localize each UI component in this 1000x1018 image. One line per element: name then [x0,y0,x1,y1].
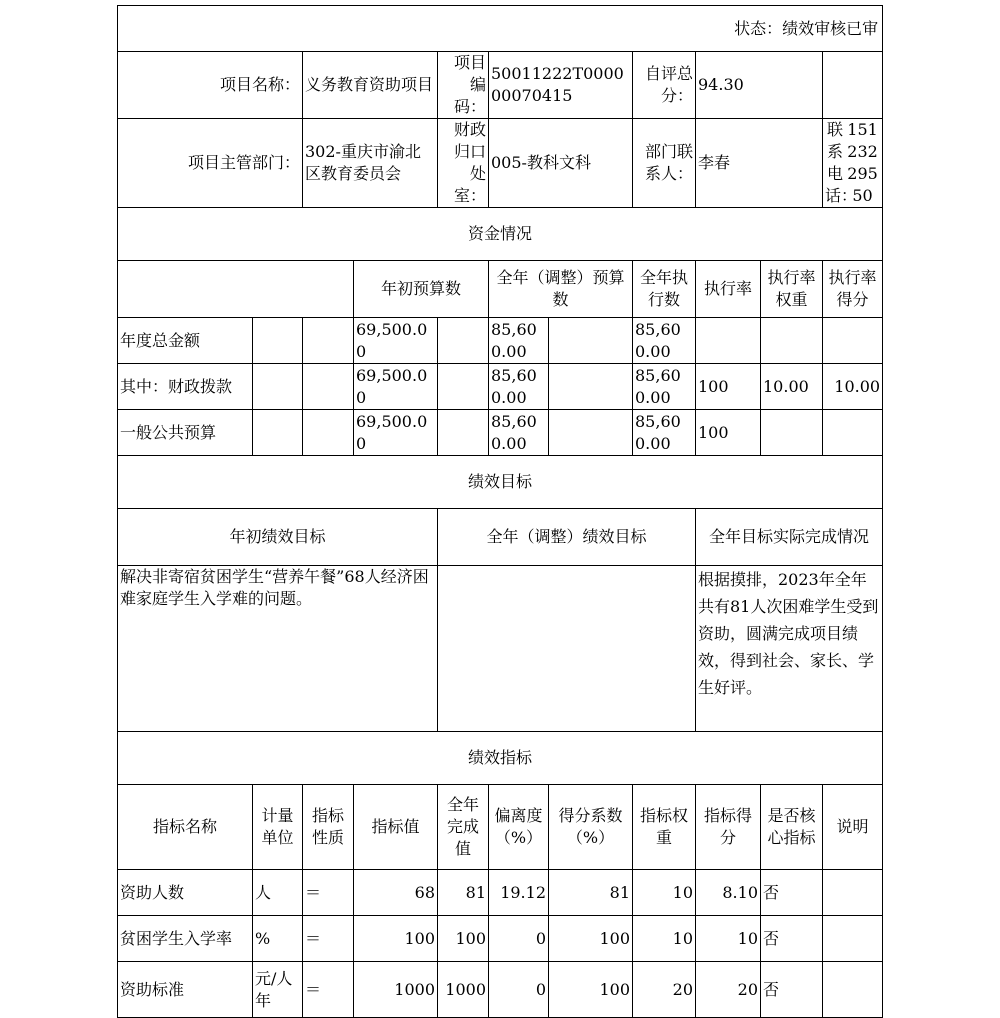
funds-header-blank [118,261,354,318]
empty-cell [549,364,633,410]
funds-section-title: 资金情况 [118,208,883,261]
office-value: 005-教科文科 [489,119,633,208]
funds-row-initial: 69,500.00 [354,364,438,410]
ind-score: 20 [696,962,761,1018]
indicators-section-title: 绩效指标 [118,732,883,785]
funds-row-weight [761,318,823,364]
contact-value: 李春 [696,119,823,208]
ind-name: 资助人数 [118,870,253,916]
empty-cell [253,410,303,456]
ind-unit: 元/人年 [253,962,303,1018]
funds-row [118,318,883,364]
goals-section-title: 绩效目标 [118,456,883,509]
status-text: 状态：绩效审核已审 [118,6,883,52]
indicator-row [118,870,883,916]
funds-row-rate: 100 [696,410,761,456]
ind-note [823,916,883,962]
empty-cell [549,410,633,456]
funds-header-adjusted: 全年（调整）预算数 [489,261,633,318]
empty-cell [303,410,354,456]
ind-completed: 81 [438,870,489,916]
ind-completed: 1000 [438,962,489,1018]
funds-header-weight: 执行率权重 [761,261,823,318]
funds-row-initial: 69,500.00 [354,318,438,364]
ind-name: 资助标准 [118,962,253,1018]
ind-weight: 10 [633,916,696,962]
ind-value: 68 [354,870,438,916]
ind-coefficient: 100 [549,916,633,962]
goals-initial-text: 解决非寄宿贫困学生“营养午餐”68人经济困难家庭学生入学难的问题。 [118,566,438,732]
empty-cell [303,364,354,410]
empty-cell [823,52,883,119]
funds-row-rate [696,318,761,364]
funds-row-label: 一般公共预算 [118,410,253,456]
phone-label: 联系电话： [825,120,858,205]
phone-cell [823,119,883,208]
ind-note [823,962,883,1018]
ind-core: 否 [761,870,823,916]
funds-row-score [823,318,883,364]
project-name-label: 项目名称： [118,52,303,119]
funds-header-executed: 全年执行数 [633,261,696,318]
ind-deviation: 19.12 [489,870,549,916]
funds-header-score: 执行率得分 [823,261,883,318]
phone-value: 15123229550 [847,120,878,205]
funds-row-adjusted: 85,600.00 [489,318,549,364]
ind-header-completed: 全年完成值 [438,785,489,870]
self-score-value: 94.30 [696,52,823,119]
empty-cell [438,364,489,410]
ind-completed: 100 [438,916,489,962]
self-score-label: 自评总分： [633,52,696,119]
funds-row-adjusted: 85,600.00 [489,410,549,456]
funds-row-rate: 100 [696,364,761,410]
goals-header-initial: 年初绩效目标 [118,509,438,566]
funds-row [118,410,883,456]
funds-row [118,364,883,410]
ind-name: 贫困学生入学率 [118,916,253,962]
funds-row-score [823,410,883,456]
ind-core: 否 [761,916,823,962]
funds-row-initial: 69,500.00 [354,410,438,456]
empty-cell [303,318,354,364]
funds-row-label: 其中：财政拨款 [118,364,253,410]
empty-cell [549,318,633,364]
contact-label: 部门联系人： [633,119,696,208]
project-name-value: 义务教育资助项目 [303,52,438,119]
funds-row-score: 10.00 [823,364,883,410]
ind-deviation: 0 [489,962,549,1018]
ind-value: 100 [354,916,438,962]
funds-row-executed: 85,600.00 [633,364,696,410]
goals-adjusted-text [438,566,696,732]
ind-note [823,870,883,916]
ind-unit: % [253,916,303,962]
indicator-row [118,962,883,1018]
ind-coefficient: 81 [549,870,633,916]
ind-coefficient: 100 [549,962,633,1018]
funds-row-adjusted: 85,600.00 [489,364,549,410]
ind-header-note: 说明 [823,785,883,870]
ind-deviation: 0 [489,916,549,962]
funds-header-initial: 年初预算数 [354,261,489,318]
indicator-row [118,916,883,962]
funds-row-weight: 10.00 [761,364,823,410]
ind-header-name: 指标名称 [118,785,253,870]
empty-cell [438,410,489,456]
goals-header-adjusted: 全年（调整）绩效目标 [438,509,696,566]
ind-header-nature: 指标性质 [303,785,354,870]
empty-cell [438,318,489,364]
ind-score: 8.10 [696,870,761,916]
empty-cell [253,364,303,410]
goals-actual-text: 根据摸排，2023年全年共有81人次困难学生受到资助，圆满完成项目绩效，得到社会、家长、学生好评。 [696,566,883,732]
funds-header-rate: 执行率 [696,261,761,318]
ind-header-value: 指标值 [354,785,438,870]
funds-row-executed: 85,600.00 [633,318,696,364]
ind-score: 10 [696,916,761,962]
ind-weight: 10 [633,870,696,916]
ind-header-unit: 计量单位 [253,785,303,870]
performance-evaluation-table [117,5,883,1018]
ind-value: 1000 [354,962,438,1018]
dept-label: 项目主管部门： [118,119,303,208]
ind-nature: ＝ [303,916,354,962]
ind-header-weight: 指标权重 [633,785,696,870]
ind-header-coefficient: 得分系数（%） [549,785,633,870]
empty-cell [253,318,303,364]
funds-row-label: 年度总金额 [118,318,253,364]
office-label: 财政归口处室： [438,119,489,208]
project-code-label: 项目编码： [438,52,489,119]
ind-unit: 人 [253,870,303,916]
ind-nature: ＝ [303,870,354,916]
ind-header-deviation: 偏离度（%） [489,785,549,870]
ind-core: 否 [761,962,823,1018]
ind-weight: 20 [633,962,696,1018]
project-code-value: 50011222T000000070415 [489,52,633,119]
funds-row-executed: 85,600.00 [633,410,696,456]
dept-value: 302-重庆市渝北区教育委员会 [303,119,438,208]
funds-row-weight [761,410,823,456]
ind-header-score: 指标得分 [696,785,761,870]
goals-header-actual: 全年目标实际完成情况 [696,509,883,566]
ind-header-core: 是否核心指标 [761,785,823,870]
ind-nature: ＝ [303,962,354,1018]
